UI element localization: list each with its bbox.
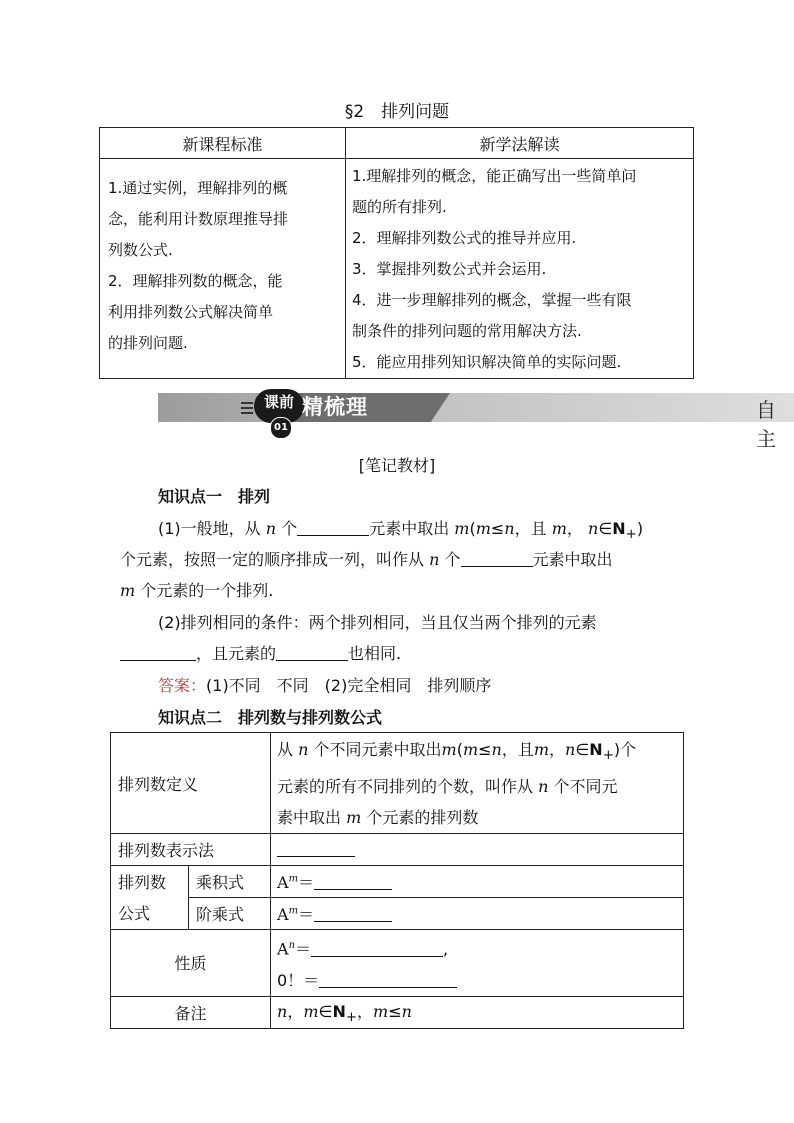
kp1-line-1 xyxy=(158,516,643,542)
set-plus: + xyxy=(602,748,614,764)
text: ( xyxy=(469,519,476,538)
var-m: m xyxy=(346,808,362,828)
var-n: n xyxy=(538,777,549,797)
set-N: N xyxy=(332,1001,346,1021)
section-banner-title: 精梳理 xyxy=(302,395,368,419)
equals: ＝ xyxy=(295,939,312,959)
kp1-line-2 xyxy=(120,547,613,570)
factorial-cell xyxy=(271,898,684,930)
fill-blank xyxy=(461,550,533,567)
section-badge-number: 01 xyxy=(270,417,292,439)
var-n: n xyxy=(298,740,309,759)
product-cell xyxy=(271,866,684,898)
symbol-A: A xyxy=(277,939,289,959)
var-n: n xyxy=(491,740,502,759)
text: 元素的所有不同排列的个数，叫作从 xyxy=(277,777,534,797)
text: , xyxy=(443,939,449,959)
def-label: 排列数定义 xyxy=(111,733,271,834)
text: ，且 xyxy=(514,519,547,538)
def-content xyxy=(271,733,684,834)
text: (1)一般地，从 xyxy=(158,519,261,538)
standards-right-line: 4．进一步理解排列的概念，掌握一些有限 xyxy=(352,291,632,309)
text: 个元素的排列数 xyxy=(366,808,479,828)
fill-blank xyxy=(277,840,355,857)
set-plus: + xyxy=(345,1010,357,1026)
standards-left-line: 1.通过实例，理解排列的概 xyxy=(108,179,288,197)
factorial-label: 阶乘式 xyxy=(189,898,271,930)
text: 个不同元素中取出 xyxy=(313,740,442,759)
fill-blank xyxy=(314,873,392,890)
kp1-heading: 知识点一 排列 xyxy=(158,487,271,506)
standards-left-cell xyxy=(100,159,346,379)
standards-right-line: 2．理解排列数公式的推导并应用. xyxy=(352,229,577,247)
standards-right-line: 1.理解排列的概念，能正确写出一些简单问 xyxy=(352,167,637,185)
var-n: n xyxy=(277,1001,288,1021)
standards-right-line: 3．掌握排列数公式并会运用. xyxy=(352,260,547,278)
kp1-answer xyxy=(158,673,491,696)
text: ∈ xyxy=(318,1001,333,1021)
answer-label: 答案： xyxy=(158,676,207,695)
text: 元素中取出 xyxy=(532,550,613,569)
var-n: n xyxy=(504,519,515,538)
text: ∈ xyxy=(575,740,590,759)
property-line xyxy=(277,965,683,996)
section-badge-label: 课前 xyxy=(263,393,294,411)
standards-right-line: 题的所有排列. xyxy=(352,198,447,216)
text: ，且元素的 xyxy=(196,644,277,663)
fill-blank xyxy=(297,519,369,536)
text: ∈ xyxy=(598,519,613,538)
text: ≤ xyxy=(490,519,505,538)
text: ， xyxy=(549,740,566,759)
formula-label-line: 公式 xyxy=(118,903,151,923)
set-N: N xyxy=(589,740,603,759)
var-m: m xyxy=(441,740,457,759)
var-m: m xyxy=(120,581,136,600)
fill-blank xyxy=(319,971,457,988)
text: ( xyxy=(456,740,463,759)
standards-header-right: 新学法解读 xyxy=(346,128,694,159)
text: ， xyxy=(566,519,583,538)
text: ≤ xyxy=(388,1001,402,1021)
text: 素中取出 xyxy=(277,808,342,828)
standards-right-line: 制条件的排列问题的常用解决方法. xyxy=(352,322,582,340)
property-cell xyxy=(271,930,684,996)
standards-right-cell xyxy=(346,159,694,379)
standards-left-line: 的排列问题. xyxy=(108,334,188,352)
var-m: m xyxy=(462,740,479,759)
property-line xyxy=(277,930,683,964)
remark-cell xyxy=(271,996,684,1028)
var-n: n xyxy=(265,519,277,538)
text: ， xyxy=(287,1001,304,1021)
text: ) xyxy=(636,519,644,538)
text: )个 xyxy=(613,740,637,759)
symbol-sup: m xyxy=(288,905,299,917)
fill-blank xyxy=(314,905,392,922)
fill-blank xyxy=(276,644,348,661)
remark-label: 备注 xyxy=(111,996,271,1028)
property-label: 性质 xyxy=(111,930,271,996)
permutation-table xyxy=(110,732,684,1029)
kp2-heading: 知识点二 排列数与排列数公式 xyxy=(158,708,383,727)
standards-right-line: 5．能应用排列知识解决简单的实际问题. xyxy=(352,353,622,371)
set-N: N xyxy=(612,519,626,538)
symbol-sup: m xyxy=(288,873,299,885)
text: ，且 xyxy=(501,740,534,759)
text: 0！＝ xyxy=(277,970,320,990)
standards-left-line: 念，能利用计数原理推导排 xyxy=(108,210,289,228)
kp1-line-4: (2)排列相同的条件：两个排列相同，当且仅当两个排列的元素 xyxy=(158,613,597,632)
standards-left-line: 利用排列数公式解决简单 xyxy=(108,303,274,321)
note-heading: [笔记教材] xyxy=(358,456,436,475)
notation-label: 排列数表示法 xyxy=(111,834,271,866)
symbol-sup: n xyxy=(288,940,296,952)
def-line xyxy=(277,734,683,771)
notation-cell xyxy=(271,834,684,866)
text: 个 xyxy=(281,519,298,538)
kp1-line-5 xyxy=(120,641,401,664)
page-title: §2 排列问题 xyxy=(344,102,450,122)
text: 个不同元 xyxy=(553,777,618,797)
answer-text: (1)不同 不同 (2)完全相同 排列顺序 xyxy=(206,676,492,695)
kp1-line-3 xyxy=(120,578,273,601)
product-label: 乘积式 xyxy=(189,866,271,898)
equals: ＝ xyxy=(298,905,315,925)
text: 个元素，按照一定的顺序排成一列，叫作从 xyxy=(120,550,425,569)
var-m: m xyxy=(551,519,567,538)
fill-blank xyxy=(311,940,443,957)
standards-left-line: 列数公式. xyxy=(108,241,173,259)
var-n: n xyxy=(401,1001,412,1021)
symbol-A: A xyxy=(277,873,289,893)
text: 个 xyxy=(444,550,461,569)
var-m: m xyxy=(475,519,491,538)
formula-label xyxy=(111,866,189,930)
var-n: n xyxy=(565,740,576,759)
text: 元素中取出 xyxy=(369,519,450,538)
standards-header-left: 新课程标准 xyxy=(100,128,346,159)
text: ， xyxy=(357,1001,374,1021)
text: ≤ xyxy=(478,740,492,759)
var-m: m xyxy=(303,1001,319,1021)
standards-table xyxy=(99,127,694,379)
banner-lines-icon xyxy=(241,402,253,416)
var-m: m xyxy=(373,1001,389,1021)
text: 也相同. xyxy=(348,644,402,663)
def-line xyxy=(277,771,683,802)
standards-left-line: 2．理解排列数的概念，能 xyxy=(108,272,283,290)
var-m: m xyxy=(454,519,470,538)
var-n: n xyxy=(429,550,440,569)
equals: ＝ xyxy=(298,873,315,893)
def-line xyxy=(277,802,683,833)
section-banner-right-text: 自主 xyxy=(756,398,776,451)
formula-label-line: 排列数 xyxy=(118,872,167,892)
var-m: m xyxy=(533,740,550,759)
fill-blank xyxy=(120,644,196,661)
var-n: n xyxy=(588,519,599,538)
text: 个元素的一个排列. xyxy=(140,581,274,600)
symbol-A: A xyxy=(277,905,289,925)
text: 从 xyxy=(277,740,294,759)
set-plus: + xyxy=(625,527,637,543)
